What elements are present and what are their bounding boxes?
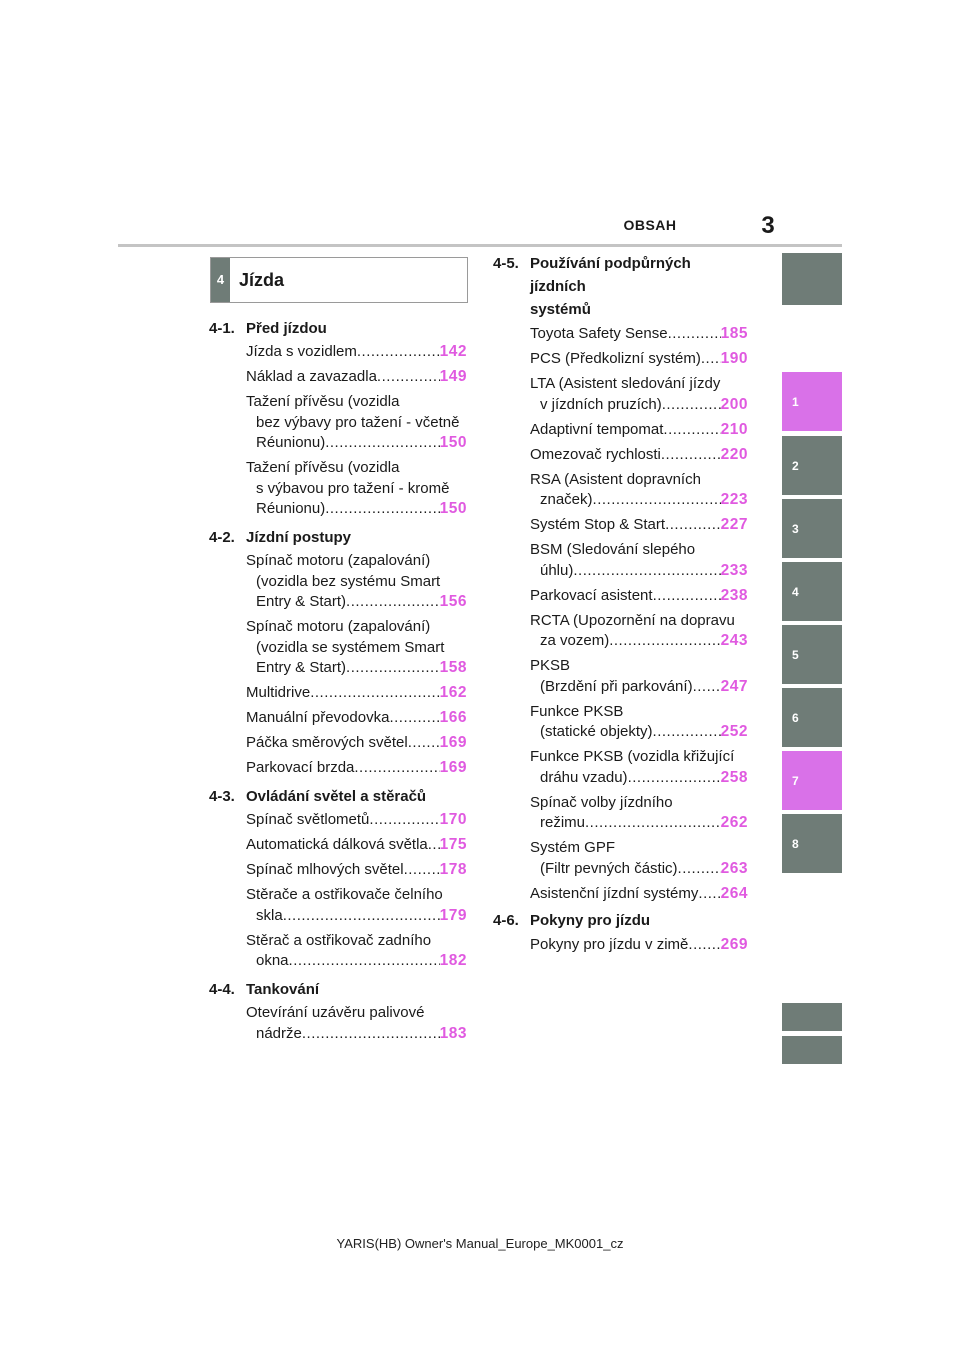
- toc-entry-text: Spínač mlhových světel: [246, 861, 404, 878]
- toc-entry[interactable]: [493, 884, 748, 905]
- toc-entry-text: RCTA (Upozornění na dopravu: [530, 611, 735, 629]
- toc-entry-text: režimu: [540, 814, 586, 831]
- page-link[interactable]: 149: [439, 368, 467, 385]
- toc-entry-text: značek): [540, 491, 593, 508]
- toc-entry-text: Stěrače a ostřikovače čelního: [246, 886, 443, 903]
- page-link[interactable]: 169: [439, 734, 467, 751]
- toc-entry-line: [246, 551, 467, 572]
- dot-leader: [357, 342, 440, 363]
- page-link[interactable]: 142: [439, 343, 467, 360]
- toc-entry-line: [246, 885, 467, 906]
- toc-entry-text: Parkovací asistent: [530, 586, 653, 604]
- toc-entry-line: [530, 374, 748, 395]
- page-link[interactable]: 150: [439, 500, 467, 517]
- section-heading: [493, 909, 748, 932]
- section-heading: [209, 786, 467, 807]
- toc-entry-line: [530, 935, 748, 956]
- page-link[interactable]: 220: [720, 445, 748, 463]
- toc-entry-line: [246, 860, 467, 881]
- chapter-tab-blank[interactable]: [782, 1036, 842, 1064]
- toc-entry-line: [530, 349, 748, 370]
- toc-entry-text: RSA (Asistent dopravních: [530, 470, 701, 488]
- dot-leader: [408, 733, 440, 754]
- toc-entry-line: [246, 758, 467, 779]
- toc-entry-text: Réunionu): [256, 500, 326, 517]
- toc-entry[interactable]: [493, 586, 748, 607]
- toc-entry[interactable]: [493, 793, 748, 834]
- page-link[interactable]: 252: [720, 723, 748, 740]
- toc-entry-line: [246, 572, 467, 593]
- toc-entry-line: [246, 810, 467, 831]
- page-link[interactable]: 264: [720, 884, 748, 902]
- toc-entry-text: s výbavou pro tažení - kromě: [256, 479, 450, 497]
- toc-entry-line: [246, 658, 467, 679]
- page-link[interactable]: 156: [439, 593, 467, 610]
- page-link[interactable]: 263: [720, 859, 748, 877]
- page-link[interactable]: 190: [720, 350, 748, 367]
- toc-entry-line: [246, 413, 467, 434]
- page-link[interactable]: 169: [439, 759, 467, 776]
- toc-entry-text: Spínač světlometů: [246, 811, 370, 828]
- section-number: 4-2.: [209, 529, 235, 546]
- toc-entry-text: Multidrive: [246, 684, 311, 701]
- chapter-tab-2[interactable]: 2: [782, 436, 842, 495]
- toc-entry-text: okna: [256, 952, 289, 969]
- toc-entry-text: Automatická dálková světla: [246, 836, 428, 853]
- toc-entry[interactable]: [209, 617, 467, 679]
- page-link[interactable]: 269: [720, 935, 748, 953]
- page-link[interactable]: 162: [439, 684, 467, 701]
- toc-entry-text: Systém Stop & Start: [530, 516, 666, 533]
- dot-leader: [354, 758, 439, 779]
- toc-entry-line: [246, 592, 467, 613]
- chapter-tab-4[interactable]: 4: [782, 562, 842, 621]
- chapter-number: 4: [211, 258, 230, 302]
- page-number: 3: [761, 212, 775, 239]
- dot-leader: [661, 445, 721, 466]
- toc-entry[interactable]: [493, 445, 748, 466]
- toc-entry[interactable]: [493, 515, 748, 536]
- section-number: 4-4.: [209, 981, 235, 998]
- toc-entry[interactable]: [209, 835, 467, 856]
- toc-entry[interactable]: [209, 1003, 467, 1044]
- toc-entry-line: [530, 515, 748, 536]
- page-link[interactable]: 179: [439, 906, 467, 924]
- toc-entry-text: LTA (Asistent sledování jízdy: [530, 375, 721, 392]
- toc-entry-line: [530, 586, 748, 607]
- toc-entry[interactable]: [493, 374, 748, 415]
- toc-entry-text: (vozidla bez systému Smart: [256, 572, 441, 590]
- toc-entry-line: [530, 884, 748, 905]
- toc-entry[interactable]: [493, 420, 748, 441]
- page-link[interactable]: 170: [439, 811, 467, 828]
- page-link[interactable]: 258: [720, 768, 748, 786]
- dot-leader: [325, 499, 439, 520]
- dot-leader: [663, 420, 720, 441]
- toc-entry-line: [246, 931, 467, 952]
- page-link[interactable]: 247: [720, 677, 748, 695]
- toc-entry[interactable]: [493, 935, 748, 956]
- dot-leader: [404, 860, 440, 881]
- section-title: Používání podpůrných jízdních: [530, 255, 691, 295]
- toc-entry-text: Adaptivní tempomat: [530, 420, 664, 438]
- chapter-tab-8[interactable]: 8: [782, 814, 842, 873]
- page-link[interactable]: 166: [439, 709, 467, 726]
- chapter-tab-7[interactable]: 7: [782, 751, 842, 810]
- dot-leader: [593, 490, 721, 511]
- dot-leader: [662, 395, 721, 416]
- chapter-tab-6[interactable]: 6: [782, 688, 842, 747]
- toc-entry-line: [530, 702, 748, 723]
- toc-entry-line: [530, 768, 748, 789]
- toc-entry-text: Stěrač a ostřikovač zadního: [246, 931, 432, 949]
- dot-leader: [609, 631, 720, 652]
- toc-entry-text: Tažení přívěsu (vozidla: [246, 459, 400, 476]
- dot-leader: [325, 433, 439, 454]
- page-link[interactable]: 233: [720, 561, 748, 579]
- toc-entry[interactable]: [493, 470, 748, 511]
- section-title: Tankování: [246, 981, 320, 998]
- toc-entry-text: skla: [256, 906, 283, 924]
- section-heading: [209, 527, 467, 548]
- toc-entry-text: Réunionu): [256, 434, 326, 451]
- toc-entry-line: [246, 708, 467, 729]
- toc-entry-text: nádrže: [256, 1024, 302, 1042]
- dot-leader: [701, 349, 721, 370]
- page-link[interactable]: 243: [720, 632, 748, 649]
- page-link[interactable]: 185: [720, 325, 748, 342]
- header-title: OBSAH: [623, 217, 677, 233]
- toc-entry-text: Spínač motoru (zapalování): [246, 618, 431, 635]
- header-rule: [118, 244, 842, 247]
- toc-entry-text: Asistenční jízdní systémy: [530, 884, 699, 902]
- toc-entry-line: [246, 392, 467, 413]
- toc-entry-line: [530, 540, 748, 561]
- toc-entry[interactable]: [493, 838, 748, 879]
- toc-entry-text: v jízdních pruzích): [540, 395, 662, 413]
- dot-leader: [310, 683, 439, 704]
- toc-entry[interactable]: [209, 860, 467, 881]
- toc-entry-line: [530, 420, 748, 441]
- toc-entry-line: [530, 470, 748, 491]
- toc-entry-line: [246, 733, 467, 754]
- toc-column-right: [493, 252, 748, 960]
- toc-entry-text: BSM (Sledování slepého: [530, 541, 696, 558]
- toc-entry[interactable]: [209, 392, 467, 454]
- toc-entry[interactable]: [493, 702, 748, 743]
- dot-leader: [585, 813, 721, 834]
- chapter-tab-3[interactable]: 3: [782, 499, 842, 558]
- dot-leader: [346, 658, 440, 679]
- toc-entry-text: (vozidla se systémem Smart: [256, 638, 445, 656]
- toc-entry[interactable]: [209, 367, 467, 388]
- dot-leader: [678, 859, 721, 880]
- page-link[interactable]: 262: [720, 814, 748, 831]
- page-link[interactable]: 183: [439, 1024, 467, 1042]
- toc-entry-text: Systém GPF: [530, 839, 616, 856]
- toc-entry-line: [246, 367, 467, 388]
- toc-entry[interactable]: [493, 324, 748, 345]
- chapter-tab-blank[interactable]: [782, 253, 842, 305]
- toc-entry-line: [530, 324, 748, 345]
- toc-entry-text: bez výbavy pro tažení - včetně: [256, 413, 460, 431]
- toc-entry[interactable]: [209, 708, 467, 729]
- toc-entry[interactable]: [209, 551, 467, 613]
- toc-entry[interactable]: [209, 885, 467, 926]
- toc-entry[interactable]: [493, 656, 748, 697]
- toc-entry-text: Náklad a zavazadla: [246, 368, 377, 385]
- toc-entry-line: [246, 499, 467, 520]
- dot-leader: [628, 768, 721, 789]
- toc-entry-text: Parkovací brzda: [246, 759, 355, 776]
- toc-entry-line: [246, 1003, 467, 1024]
- toc-entry-text: (Brzdění při parkování): [540, 677, 693, 695]
- toc-entry[interactable]: [209, 683, 467, 704]
- toc-entry[interactable]: [493, 747, 748, 788]
- toc-entry[interactable]: [209, 342, 467, 363]
- section-number: 4-5.: [493, 255, 519, 272]
- toc-entry-text: Omezovač rychlosti: [530, 445, 661, 463]
- section-number: 4-3.: [209, 788, 235, 805]
- toc-entry-text: (Filtr pevných částic): [540, 859, 678, 877]
- dot-leader: [377, 367, 440, 388]
- toc-entry-line: [530, 722, 748, 743]
- toc-entry[interactable]: [209, 458, 467, 520]
- dot-leader: [698, 884, 720, 905]
- page-link[interactable]: 210: [720, 420, 748, 438]
- toc-entry-line: [530, 395, 748, 416]
- dot-leader: [688, 935, 720, 956]
- toc-entry-line: [246, 683, 467, 704]
- dot-leader: [389, 708, 439, 729]
- section-heading: [493, 252, 748, 298]
- section-number: 4-1.: [209, 320, 235, 337]
- toc-entry[interactable]: [493, 611, 748, 652]
- dot-leader: [302, 1024, 440, 1045]
- section-heading: [493, 298, 748, 321]
- dot-leader: [693, 677, 721, 698]
- toc-entry-line: [246, 342, 467, 363]
- toc-entry-text: Jízda s vozidlem: [246, 343, 357, 360]
- page-link[interactable]: 182: [439, 952, 467, 969]
- toc-entry-text: Tažení přívěsu (vozidla: [246, 393, 400, 410]
- dot-leader: [573, 561, 720, 582]
- section-title: systémů: [530, 301, 591, 318]
- toc-entry-text: Entry & Start): [256, 659, 347, 676]
- section-title: Jízdní postupy: [246, 529, 351, 546]
- toc-column-left: [209, 318, 467, 1052]
- toc-entry-line: [530, 490, 748, 511]
- section-title: Pokyny pro jízdu: [530, 911, 651, 929]
- toc-entry-text: úhlu): [540, 561, 574, 579]
- toc-entry-text: Funkce PKSB: [530, 702, 624, 720]
- toc-entry-line: [246, 638, 467, 659]
- toc-entry-line: [246, 951, 467, 972]
- toc-entry-text: (statické objekty): [540, 723, 653, 740]
- toc-entry-line: [530, 445, 748, 466]
- page-link[interactable]: 238: [720, 586, 748, 604]
- toc-entry-text: Funkce PKSB (vozidla křižující: [530, 748, 735, 765]
- toc-entry-line: [246, 433, 467, 454]
- chapter-title: Jízda: [239, 270, 285, 290]
- dot-leader: [283, 906, 440, 927]
- chapter-heading: [210, 257, 468, 303]
- toc-entry[interactable]: [209, 733, 467, 754]
- dot-leader: [428, 835, 440, 856]
- toc-entry-line: [246, 1024, 467, 1045]
- toc-entry-line: [530, 793, 748, 814]
- toc-entry-text: dráhu vzadu): [540, 768, 628, 786]
- page-link[interactable]: 175: [439, 836, 467, 853]
- section-number: 4-6.: [493, 911, 519, 929]
- toc-entry-text: Entry & Start): [256, 593, 347, 610]
- toc-entry-line: [246, 617, 467, 638]
- toc-entry-line: [530, 656, 748, 677]
- toc-entry-line: [530, 859, 748, 880]
- toc-entry-line: [530, 611, 748, 632]
- toc-entry-text: za vozem): [540, 632, 610, 649]
- dot-leader: [665, 515, 721, 536]
- toc-entry-text: Pokyny pro jízdu v zimě: [530, 935, 689, 953]
- toc-entry-line: [530, 561, 748, 582]
- dot-leader: [668, 324, 721, 345]
- page-link[interactable]: 158: [439, 659, 467, 676]
- dot-leader: [369, 810, 439, 831]
- toc-entry-line: [246, 835, 467, 856]
- chapter-tab-5[interactable]: 5: [782, 625, 842, 684]
- page-link[interactable]: 227: [720, 516, 748, 533]
- toc-entry[interactable]: [493, 540, 748, 581]
- dot-leader: [653, 722, 721, 743]
- section-heading: [209, 318, 467, 339]
- toc-entry-text: Toyota Safety Sense: [530, 325, 668, 342]
- toc-entry[interactable]: [209, 931, 467, 972]
- toc-entry-line: [530, 677, 748, 698]
- toc-entry-line: [530, 631, 748, 652]
- toc-entry-text: PKSB: [530, 657, 571, 674]
- dot-leader: [289, 951, 440, 972]
- page-link[interactable]: 223: [720, 491, 748, 508]
- toc-entry-line: [246, 906, 467, 927]
- toc-entry-text: Manuální převodovka: [246, 709, 390, 726]
- dot-leader: [346, 592, 440, 613]
- toc-entry-line: [246, 479, 467, 500]
- chapter-tab-1[interactable]: 1: [782, 372, 842, 431]
- chapter-tab-blank[interactable]: [782, 1003, 842, 1031]
- toc-entry-line: [246, 458, 467, 479]
- toc-entry[interactable]: [209, 758, 467, 779]
- toc-entry-text: PCS (Předkolizní systém): [530, 350, 701, 367]
- toc-entry-text: Páčka směrových světel: [246, 734, 408, 751]
- toc-entry-line: [530, 838, 748, 859]
- section-heading: [209, 979, 467, 1000]
- dot-leader: [653, 586, 721, 607]
- page-link[interactable]: 150: [439, 434, 467, 451]
- page-link[interactable]: 200: [720, 395, 748, 413]
- section-title: Ovládání světel a stěračů: [246, 788, 427, 805]
- toc-entry-line: [530, 747, 748, 768]
- section-title: Před jízdou: [246, 320, 327, 337]
- toc-entry[interactable]: [493, 349, 748, 370]
- toc-entry-text: Spínač volby jízdního: [530, 793, 673, 811]
- toc-entry-text: Spínač motoru (zapalování): [246, 552, 431, 569]
- footer-text: YARIS(HB) Owner's Manual_Europe_MK0001_cz: [336, 1236, 624, 1251]
- toc-entry-line: [530, 813, 748, 834]
- toc-entry[interactable]: [209, 810, 467, 831]
- toc-entry-text: Otevírání uzávěru palivové: [246, 1004, 425, 1021]
- page-link[interactable]: 178: [439, 861, 467, 878]
